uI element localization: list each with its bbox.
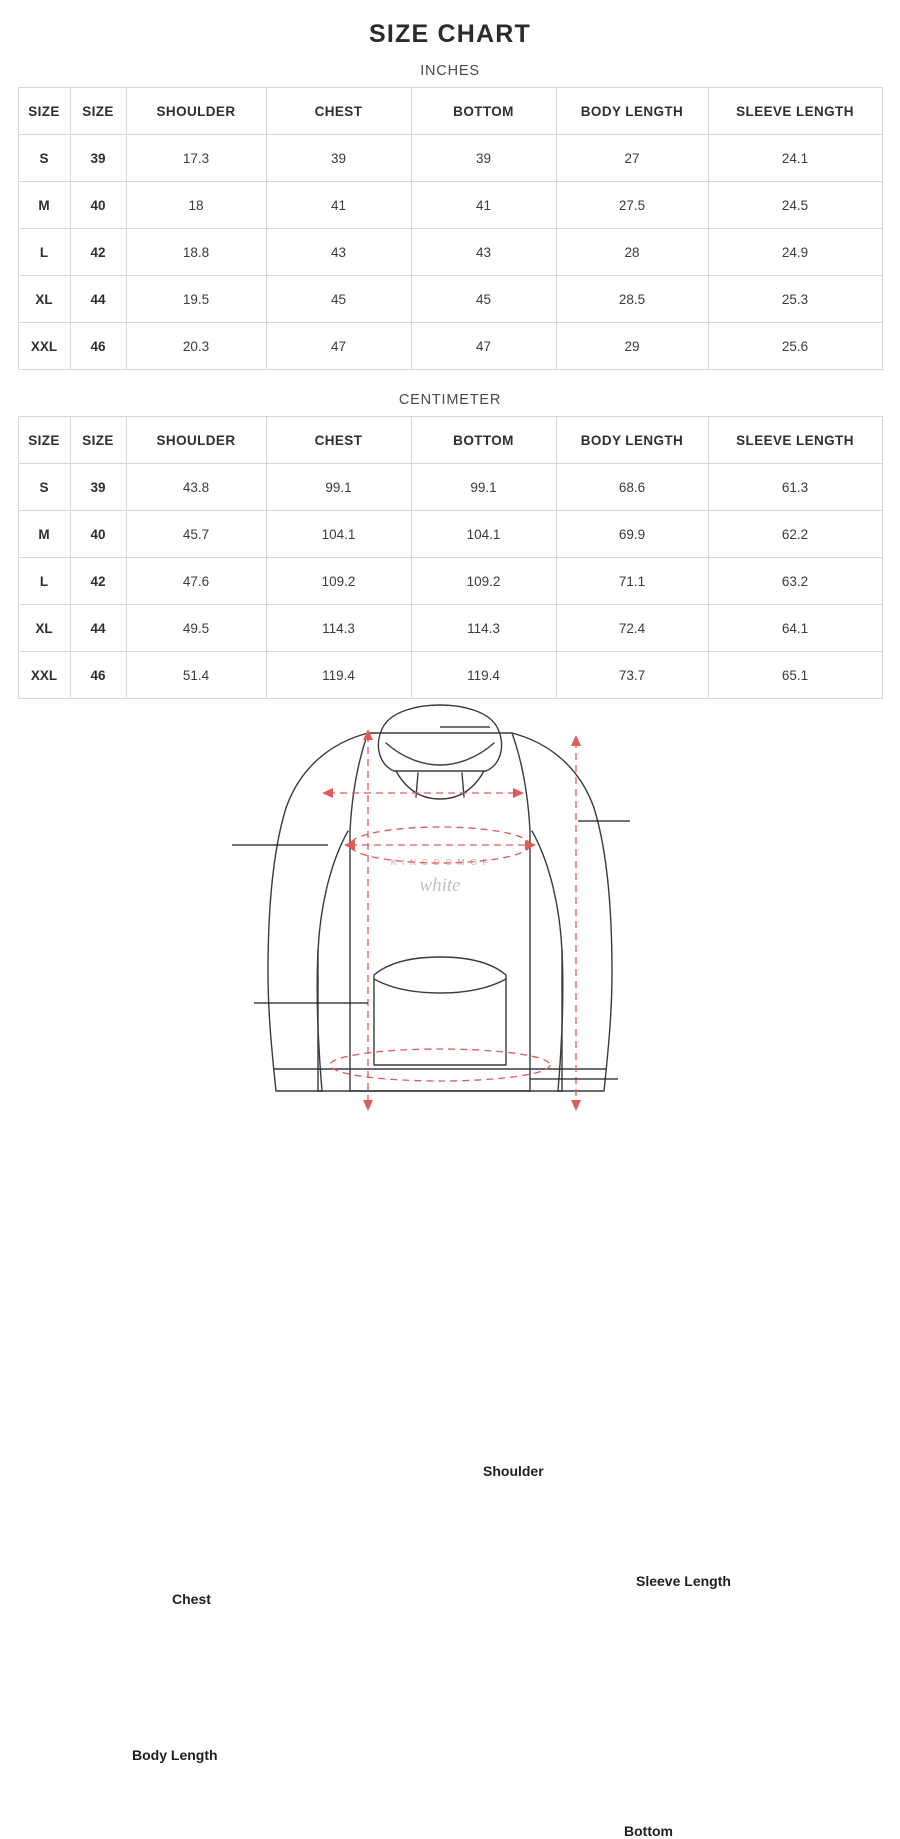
cell-size-num: 42 <box>70 558 126 605</box>
cell-size-num: 46 <box>70 323 126 370</box>
cell-body-length: 69.9 <box>556 511 708 558</box>
cell-bottom: 41 <box>411 182 556 229</box>
cell-body-length: 71.1 <box>556 558 708 605</box>
hoodie-illustration <box>0 713 900 1173</box>
column-header: SIZE <box>70 88 126 135</box>
cell-chest: 119.4 <box>266 652 411 699</box>
cell-shoulder: 47.6 <box>126 558 266 605</box>
column-header: BODY LENGTH <box>556 417 708 464</box>
cell-size-num: 40 <box>70 511 126 558</box>
table-row <box>18 652 882 699</box>
cell-chest: 109.2 <box>266 558 411 605</box>
cell-sleeve-length: 63.2 <box>708 558 882 605</box>
cell-body-length: 27 <box>556 135 708 182</box>
cell-size: XXL <box>18 323 70 370</box>
cell-size: L <box>18 229 70 276</box>
cell-shoulder: 19.5 <box>126 276 266 323</box>
column-header: CHEST <box>266 88 411 135</box>
cell-sleeve-length: 25.6 <box>708 323 882 370</box>
column-header: SHOULDER <box>126 417 266 464</box>
cell-shoulder: 20.3 <box>126 323 266 370</box>
table-row <box>18 276 882 323</box>
cell-size: M <box>18 182 70 229</box>
cell-bottom: 39 <box>411 135 556 182</box>
cell-size: XL <box>18 605 70 652</box>
measurement-diagram <box>0 713 900 1839</box>
cell-size-num: 46 <box>70 652 126 699</box>
cell-size-num: 44 <box>70 605 126 652</box>
label-shoulder: Shoulder <box>483 1463 544 1479</box>
cell-body-length: 27.5 <box>556 182 708 229</box>
measure-arrowheads <box>322 729 581 1111</box>
size-table-inches <box>18 87 883 370</box>
cell-body-length: 28 <box>556 229 708 276</box>
cell-chest: 43 <box>266 229 411 276</box>
cell-size: M <box>18 511 70 558</box>
size-table-centimeter <box>18 416 883 699</box>
cell-chest: 39 <box>266 135 411 182</box>
cell-body-length: 72.4 <box>556 605 708 652</box>
cell-shoulder: 43.8 <box>126 464 266 511</box>
table-row <box>18 605 882 652</box>
cell-shoulder: 49.5 <box>126 605 266 652</box>
cell-bottom: 45 <box>411 276 556 323</box>
page-title: SIZE CHART <box>369 20 531 48</box>
cell-body-length: 68.6 <box>556 464 708 511</box>
garment-print-line2: white <box>419 875 461 896</box>
label-body-length: Body Length <box>132 1747 218 1763</box>
garment-print-line1: K I N G D O M O F <box>390 857 490 867</box>
cell-chest: 99.1 <box>266 464 411 511</box>
cell-shoulder: 18.8 <box>126 229 266 276</box>
column-header: BOTTOM <box>411 88 556 135</box>
cell-size-num: 39 <box>70 464 126 511</box>
unit-label-centimeter: CENTIMETER <box>398 392 502 408</box>
label-sleeve-length: Sleeve Length <box>636 1573 731 1589</box>
cell-sleeve-length: 24.9 <box>708 229 882 276</box>
unit-label-inches: INCHES <box>420 63 480 79</box>
cell-size-num: 39 <box>70 135 126 182</box>
cell-sleeve-length: 61.3 <box>708 464 882 511</box>
label-bottom: Bottom <box>624 1823 673 1839</box>
cell-sleeve-length: 24.1 <box>708 135 882 182</box>
column-header: SIZE <box>70 417 126 464</box>
column-header: SHOULDER <box>126 88 266 135</box>
cell-size: S <box>18 135 70 182</box>
cell-bottom: 99.1 <box>411 464 556 511</box>
table-row <box>18 511 882 558</box>
column-header: BOTTOM <box>411 417 556 464</box>
cell-size-num: 40 <box>70 182 126 229</box>
column-header: SLEEVE LENGTH <box>708 88 882 135</box>
cell-bottom: 43 <box>411 229 556 276</box>
table-row <box>18 229 882 276</box>
cell-sleeve-length: 64.1 <box>708 605 882 652</box>
cell-chest: 47 <box>266 323 411 370</box>
cell-shoulder: 45.7 <box>126 511 266 558</box>
cell-body-length: 29 <box>556 323 708 370</box>
column-header: BODY LENGTH <box>556 88 708 135</box>
cell-bottom: 104.1 <box>411 511 556 558</box>
cell-size: XL <box>18 276 70 323</box>
cell-size-num: 44 <box>70 276 126 323</box>
cell-chest: 114.3 <box>266 605 411 652</box>
cell-shoulder: 18 <box>126 182 266 229</box>
column-header: SIZE <box>18 88 70 135</box>
table-row <box>18 323 882 370</box>
size-chart-page <box>0 20 900 1839</box>
cell-bottom: 109.2 <box>411 558 556 605</box>
cell-bottom: 47 <box>411 323 556 370</box>
column-header: SIZE <box>18 417 70 464</box>
cell-size: S <box>18 464 70 511</box>
cell-body-length: 28.5 <box>556 276 708 323</box>
cell-sleeve-length: 25.3 <box>708 276 882 323</box>
table-row <box>18 558 882 605</box>
table-row <box>18 135 882 182</box>
cell-sleeve-length: 65.1 <box>708 652 882 699</box>
label-chest: Chest <box>172 1591 211 1607</box>
cell-shoulder: 17.3 <box>126 135 266 182</box>
table-row <box>18 464 882 511</box>
table-row <box>18 182 882 229</box>
column-header: SLEEVE LENGTH <box>708 417 882 464</box>
cell-chest: 41 <box>266 182 411 229</box>
cell-body-length: 73.7 <box>556 652 708 699</box>
cell-sleeve-length: 24.5 <box>708 182 882 229</box>
column-header: CHEST <box>266 417 411 464</box>
leader-lines <box>232 727 630 1079</box>
table-header-row <box>18 88 882 135</box>
table-header-row <box>18 417 882 464</box>
cell-bottom: 119.4 <box>411 652 556 699</box>
cell-chest: 104.1 <box>266 511 411 558</box>
cell-size: L <box>18 558 70 605</box>
cell-shoulder: 51.4 <box>126 652 266 699</box>
cell-bottom: 114.3 <box>411 605 556 652</box>
cell-size: XXL <box>18 652 70 699</box>
cell-size-num: 42 <box>70 229 126 276</box>
cell-chest: 45 <box>266 276 411 323</box>
cell-sleeve-length: 62.2 <box>708 511 882 558</box>
